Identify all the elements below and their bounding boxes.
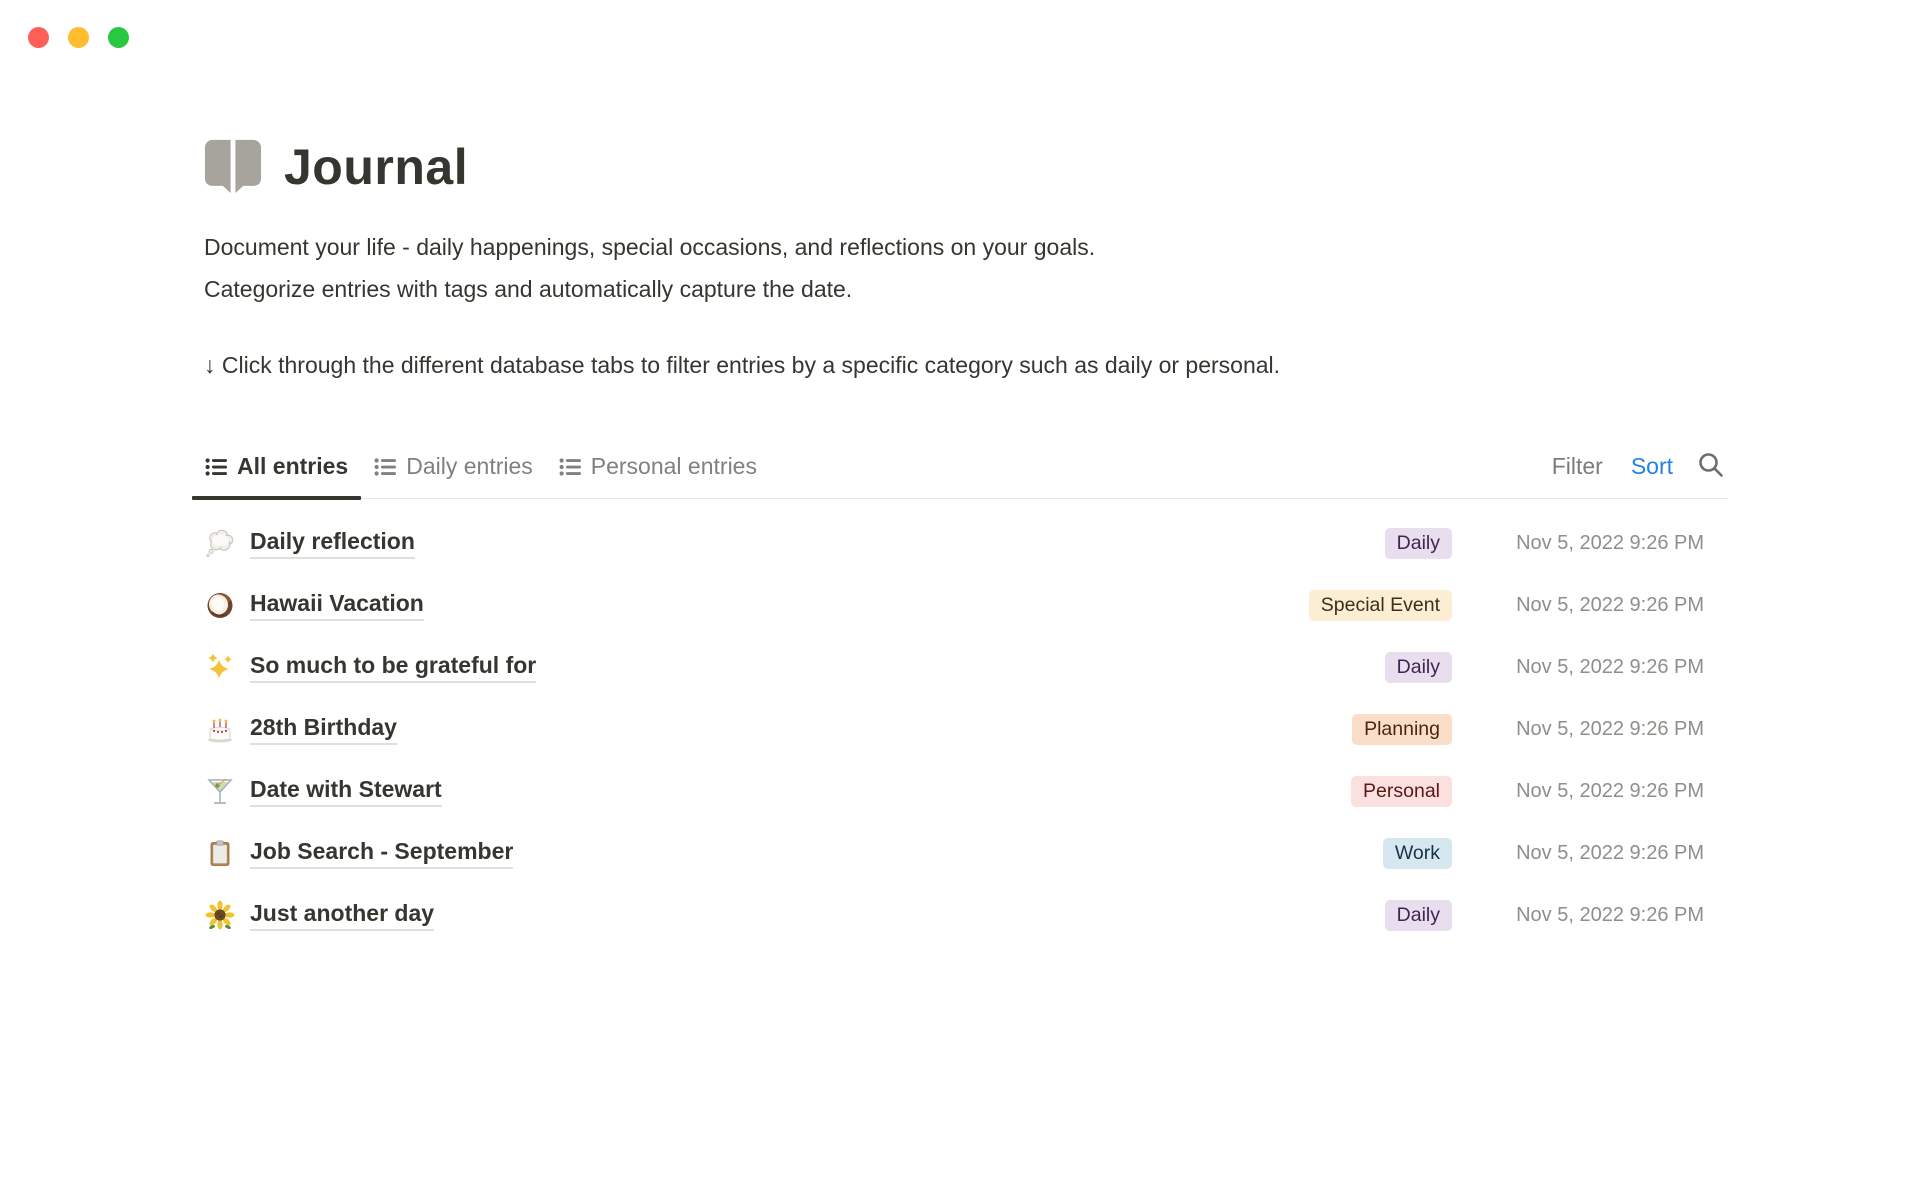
sparkles-icon-cell <box>204 651 236 683</box>
description-line-2: Categorize entries with tags and automatically capture the date. <box>204 276 853 302</box>
zoom-window-button[interactable] <box>108 27 129 48</box>
entry-tag-badge[interactable]: Work <box>1383 838 1452 869</box>
entry-date[interactable]: Nov 5, 2022 9:26 PM <box>1516 531 1704 554</box>
clipboard-icon <box>205 838 235 868</box>
sparkles-icon <box>205 652 235 682</box>
entry-title[interactable]: 28th Birthday <box>250 714 397 745</box>
entry-title[interactable]: Hawaii Vacation <box>250 590 424 621</box>
tab-label: Daily entries <box>406 453 533 479</box>
description-line-1: Document your life - daily happenings, special occasions, and reflections on your goals. <box>204 234 1096 260</box>
instruction-text: ↓ Click through the different database tabs to filter entries by a specific category such as daily or personal. <box>204 352 1281 378</box>
entry-tag-badge[interactable]: Daily <box>1385 528 1452 559</box>
clipboard-icon-cell <box>204 837 236 869</box>
entry-date[interactable]: Nov 5, 2022 9:26 PM <box>1516 593 1704 616</box>
entry-tag-badge[interactable]: Planning <box>1352 714 1452 745</box>
entry-title[interactable]: Job Search - September <box>250 838 513 869</box>
thought-balloon-icon-cell <box>204 527 236 559</box>
table-row[interactable] <box>192 698 1728 760</box>
tab-label: All entries <box>237 453 349 479</box>
search-icon <box>1697 451 1724 478</box>
entry-date[interactable]: Nov 5, 2022 9:26 PM <box>1516 717 1704 740</box>
entry-title[interactable]: Daily reflection <box>250 528 415 559</box>
entry-tag-badge[interactable]: Daily <box>1385 652 1452 683</box>
table-row[interactable] <box>192 574 1728 636</box>
sunflower-icon-cell <box>204 899 236 931</box>
close-window-button[interactable] <box>28 27 49 48</box>
tab-daily-entries[interactable] <box>361 453 546 498</box>
entry-date[interactable]: Nov 5, 2022 9:26 PM <box>1516 779 1704 802</box>
tab-label: Personal entries <box>590 453 757 479</box>
page-header <box>192 138 1728 196</box>
table-row[interactable] <box>192 884 1728 946</box>
entry-tag-badge[interactable]: Daily <box>1385 900 1452 931</box>
entry-title[interactable]: Just another day <box>250 900 434 931</box>
coconut-icon <box>205 590 235 620</box>
entry-date[interactable]: Nov 5, 2022 9:26 PM <box>1516 655 1704 678</box>
page-body <box>192 0 1728 946</box>
entry-tag-badge[interactable]: Personal <box>1351 776 1452 807</box>
coconut-icon-cell <box>204 589 236 621</box>
table-row[interactable] <box>192 512 1728 574</box>
martini-glass-icon-cell <box>204 775 236 807</box>
bulleted-list-icon <box>205 456 227 478</box>
entry-date[interactable]: Nov 5, 2022 9:26 PM <box>1516 903 1704 926</box>
table-row[interactable] <box>192 636 1728 698</box>
open-book-icon[interactable] <box>204 139 262 195</box>
entry-title[interactable]: Date with Stewart <box>250 776 442 807</box>
window-controls <box>28 27 129 48</box>
search-button[interactable] <box>1687 451 1728 498</box>
thought-balloon-icon <box>205 528 235 558</box>
entries-table <box>192 512 1728 946</box>
birthday-cake-icon <box>205 714 235 744</box>
minimize-window-button[interactable] <box>68 27 89 48</box>
sunflower-icon <box>205 900 235 930</box>
tab-all-entries[interactable] <box>192 453 361 498</box>
page-description <box>192 226 1728 310</box>
martini-glass-icon <box>205 776 235 806</box>
database-tab-bar <box>192 437 1728 499</box>
page-title: Journal <box>284 139 469 195</box>
table-row[interactable] <box>192 760 1728 822</box>
filter-button[interactable]: Filter <box>1551 453 1603 479</box>
sort-button[interactable]: Sort <box>1630 453 1673 479</box>
birthday-cake-icon-cell <box>204 713 236 745</box>
bulleted-list-icon <box>559 456 581 478</box>
entry-title[interactable]: So much to be grateful for <box>250 652 536 683</box>
bulleted-list-icon <box>374 456 396 478</box>
tab-personal-entries[interactable] <box>546 453 770 498</box>
table-row[interactable] <box>192 822 1728 884</box>
entry-tag-badge[interactable]: Special Event <box>1309 590 1452 621</box>
entry-date[interactable]: Nov 5, 2022 9:26 PM <box>1516 841 1704 864</box>
